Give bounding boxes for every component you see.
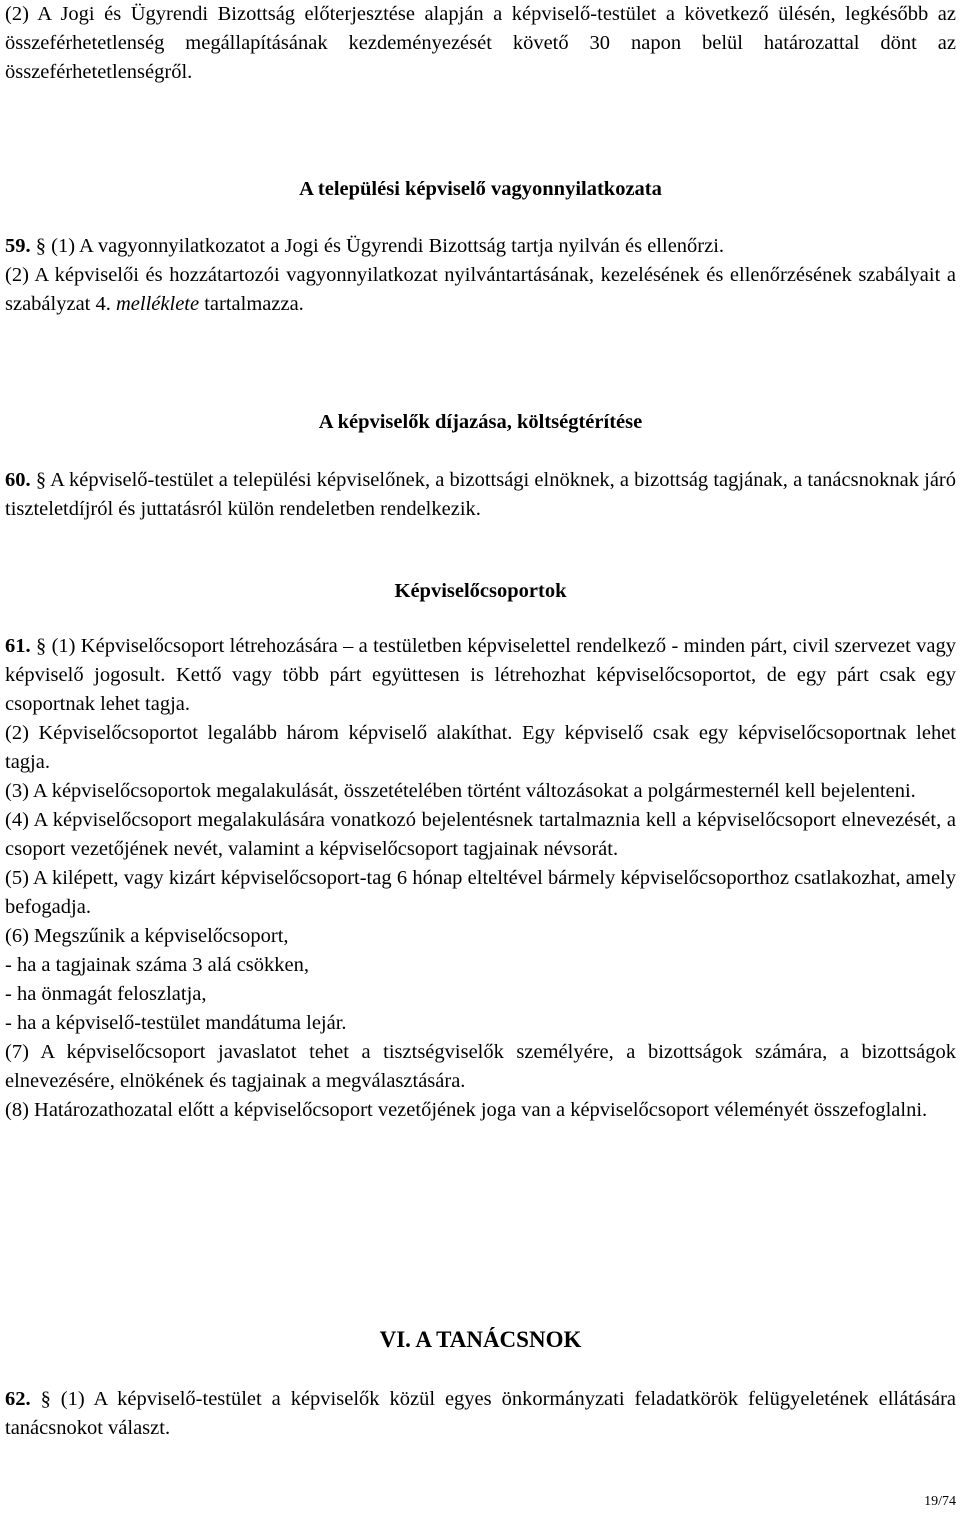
paragraph-61-3: (3) A képviselőcsoportok megalakulását, összetételében történt változásokat a polgármesternél kell bejelenteni. [5, 780, 916, 802]
section-heading-vagyonnyilatkozat: A települési képviselő vagyonnyilatkozata [299, 178, 662, 200]
paragraph-sign: § [35, 469, 47, 491]
section-number: 60. [5, 469, 31, 491]
list-item: - ha önmagát feloszlatja, [5, 983, 207, 1005]
paragraph-text: (1) Képviselőcsoport létrehozására – a testületben képviselettel rendelkező - minden párt, civil szervezet vagy képviselő jogosult. Kettő vagy több párt együttesen is létrehozhat képviselőcsoportot, de egy párt csak egy csoportnak lehet tagja. [5, 635, 956, 715]
section-heading-kepviselocsoportok: Képviselőcsoportok [394, 580, 567, 602]
paragraph-61-4: (4) A képviselőcsoport megalakulására vonatkozó bejelentésnek tartalmaznia kell a képviselőcsoport elnevezését, a csoport vezetőjének nevét, valamint a képviselőcsoport tagjainak névsorát. [5, 809, 956, 860]
paragraph-text: (1) A vagyonnyilatkozatot a Jogi és Ügyrendi Bizottság tartja nyilván és ellenőrzi. [51, 235, 725, 257]
section-59 [5, 232, 956, 319]
paragraph-italic-text: melléklete [116, 293, 200, 315]
paragraph-sign: § [35, 235, 46, 257]
paragraph-text: (2) A képviselői és hozzátartozói vagyonnyilatkozat nyilvántartásának, kezelésének és ellenőrzésének szabályait a szabályzat 4. [5, 264, 956, 315]
paragraph-text: (1) A képviselő-testület a képviselők közül egyes önkormányzati feladatkörök felügyeletének ellátására tanácsnokot választ. [5, 1388, 957, 1439]
section-number: 61. [5, 635, 31, 657]
paragraph-59-1 [5, 232, 956, 261]
intro-paragraph: (2) A Jogi és Ügyrendi Bizottság előterjesztése alapján a képviselő-testület a következő ülésén, legkésőbb az összeférhetetlenség megállapításának kezdeményezését követő 30 napon belül határozattal dönt az összeférhetetlenségről. [5, 3, 956, 83]
paragraph-text: tartalmazza. [199, 293, 304, 315]
paragraph-61-6: (6) Megszűnik a képviselőcsoport, [5, 925, 289, 947]
paragraph-61-8: (8) Határozathozatal előtt a képviselőcsoport vezetőjének joga van a képviselőcsoport véleményét összefoglalni. [5, 1099, 928, 1121]
section-number: 62. [5, 1388, 31, 1410]
paragraph-61-7: (7) A képviselőcsoport javaslatot tehet a tisztségviselők személyére, a bizottságok számára, a bizottságok elnevezésére, elnökének és tagjainak a megválasztására. [5, 1041, 956, 1092]
paragraph-59-2 [5, 261, 956, 319]
paragraph-sign: § [35, 635, 47, 657]
paragraph-60 [5, 466, 956, 524]
section-number: 59. [5, 235, 31, 257]
paragraph-text: A képviselő-testület a települési képviselőnek, a bizottsági elnöknek, a bizottság tagjának, a tanácsnoknak járó tiszteletdíjról és juttatásról külön rendeletben rendelkezik. [5, 469, 957, 520]
list-item: - ha a képviselő-testület mandátuma lejár. [5, 1012, 347, 1034]
page-number: 19/74 [924, 1494, 956, 1509]
paragraph-61-2: (2) Képviselőcsoportot legalább három képviselő alakíthat. Egy képviselő csak egy képviselőcsoportnak lehet tagja. [5, 722, 956, 773]
paragraph-61-1 [5, 632, 956, 719]
section-61 [5, 632, 956, 1125]
paragraph-61-5: (5) A kilépett, vagy kizárt képviselőcsoport-tag 6 hónap elteltével bármely képviselőcsoporthoz csatlakozhat, amely befogadja. [5, 867, 956, 918]
section-heading-dijazas: A képviselők díjazása, költségtérítése [318, 411, 643, 433]
list-item: - ha a tagjainak száma 3 alá csökken, [5, 954, 309, 976]
paragraph-62-1 [5, 1385, 956, 1443]
paragraph-sign: § [40, 1388, 51, 1410]
chapter-heading-tanacsnok: VI. A TANÁCSNOK [379, 1327, 582, 1352]
